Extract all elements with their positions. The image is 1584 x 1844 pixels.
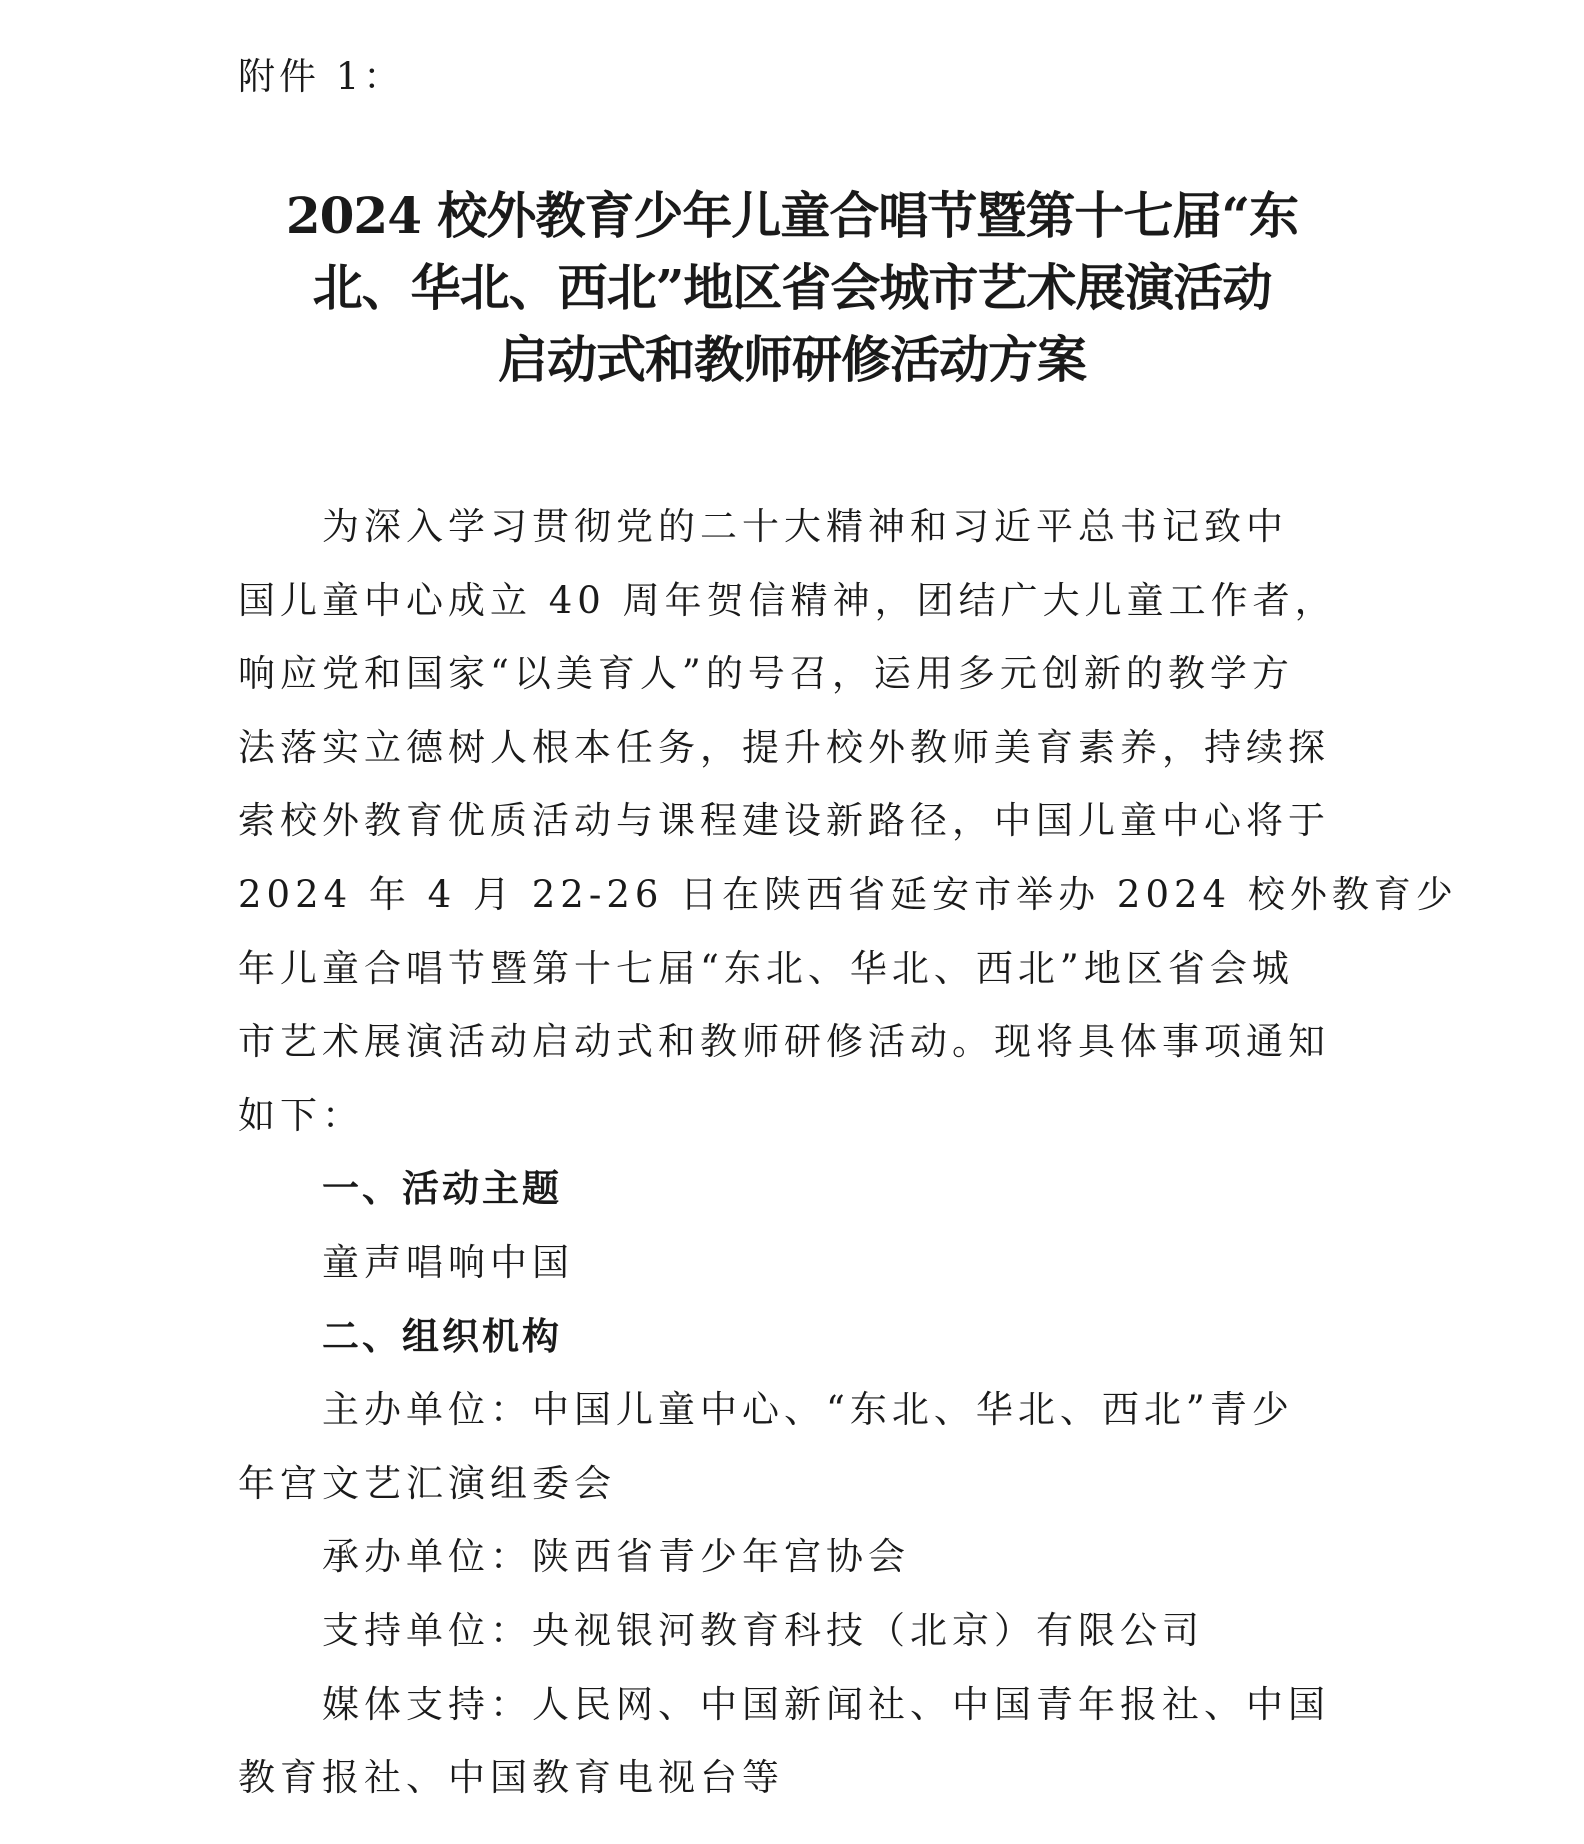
document-body bbox=[238, 490, 1458, 1815]
host-paragraph bbox=[238, 1373, 1334, 1520]
attachment-label: 附件 1： bbox=[238, 55, 405, 98]
paragraph-line: 年儿童合唱节暨第十七届“东北、华北、西北”地区省会城 bbox=[238, 946, 1294, 990]
paragraph-line: 响应党和国家“以美育人”的号召，运用多元创新的教学方 bbox=[238, 652, 1294, 696]
paragraph-line: 如下： bbox=[238, 1093, 364, 1137]
intro-paragraph bbox=[238, 490, 1458, 1152]
paragraph-line: 年宫文艺汇演组委会 bbox=[238, 1461, 616, 1505]
section-heading-organization: 二、组织机构 bbox=[322, 1314, 562, 1358]
document-title bbox=[230, 180, 1354, 396]
paragraph-line: 市艺术展演活动启动式和教师研修活动。现将具体事项通知 bbox=[238, 1020, 1330, 1064]
title-line: 2024 校外教育少年儿童合唱节暨第十七届“东 bbox=[285, 186, 1299, 245]
paragraph-line: 媒体支持：人民网、中国新闻社、中国青年报社、中国 bbox=[322, 1682, 1330, 1726]
media-paragraph bbox=[238, 1668, 1334, 1815]
section-heading-theme: 一、活动主题 bbox=[322, 1167, 562, 1211]
theme-text: 童声唱响中国 bbox=[322, 1240, 574, 1284]
title-line: 启动式和教师研修活动方案 bbox=[498, 330, 1086, 389]
paragraph-line: 索校外教育优质活动与课程建设新路径，中国儿童中心将于 bbox=[238, 799, 1330, 843]
paragraph-line: 2024 年 4 月 22-26 日在陕西省延安市举办 2024 校外教育少 bbox=[238, 872, 1458, 916]
supporter-line: 支持单位：央视银河教育科技（北京）有限公司 bbox=[322, 1608, 1204, 1652]
paragraph-line: 主办单位：中国儿童中心、“东北、华北、西北”青少 bbox=[322, 1388, 1294, 1432]
paragraph-line: 法落实立德树人根本任务，提升校外教师美育素养，持续探 bbox=[238, 725, 1330, 769]
paragraph-line: 教育报社、中国教育电视台等 bbox=[238, 1756, 784, 1800]
organizer-line: 承办单位：陕西省青少年宫协会 bbox=[322, 1535, 910, 1579]
paragraph-line: 为深入学习贯彻党的二十大精神和习近平总书记致中 bbox=[322, 505, 1288, 548]
paragraph-line: 国儿童中心成立 40 周年贺信精神，团结广大儿童工作者， bbox=[238, 578, 1337, 622]
title-line: 北、华北、西北”地区省会城市艺术展演活动 bbox=[312, 258, 1272, 317]
